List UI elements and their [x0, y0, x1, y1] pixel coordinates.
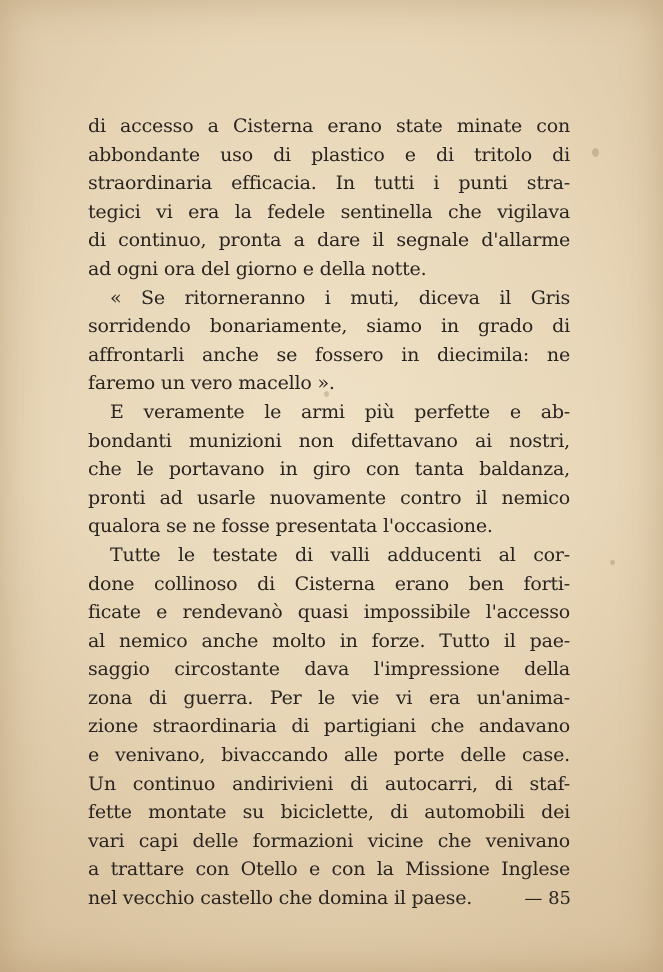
text-line: che le portavano in giro con tanta baldanza,	[88, 458, 570, 481]
text-line: nel vecchio castello che domina il paese.	[88, 887, 473, 910]
text-line: faremo un vero macello ».	[88, 372, 335, 395]
text-line: straordinaria efficacia. In tutti i punti stra-	[88, 172, 570, 195]
text-line: Un continuo andirivieni di autocarri, di staf-	[88, 772, 570, 795]
text-line: done collinoso di Cisterna erano ben forti-	[88, 572, 570, 595]
text-line: affrontarli anche se fossero in diecimila: ne	[88, 343, 570, 366]
paper-spot	[592, 148, 599, 157]
text-line: « Se ritorneranno i muti, diceva il Gris	[110, 286, 570, 309]
text-line: fette montate su biciclette, di automobili dei	[88, 801, 570, 824]
text-line: E veramente le armi più perfette e ab-	[110, 400, 570, 423]
text-line: bondanti munizioni non difettavano ai nostri,	[88, 429, 570, 452]
body-text	[88, 112, 570, 913]
text-line: zona di guerra. Per le vie vi era un'anima-	[88, 686, 570, 709]
text-line: qualora se ne fosse presentata l'occasione.	[88, 515, 493, 538]
text-line: di accesso a Cisterna erano state minate con	[88, 115, 570, 137]
text-line: pronti ad usarle nuovamente contro il nemico	[88, 486, 570, 509]
text-line: e venivano, bivaccando alle porte delle case.	[88, 744, 570, 767]
text-line: abbondante uso di plastico e di tritolo di	[88, 143, 570, 166]
paper-spot	[610, 560, 615, 565]
text-line: sorridendo bonariamente, siamo in grado di	[88, 315, 570, 338]
text-line: ad ogni ora del giorno e della notte.	[88, 257, 427, 280]
text-line: Tutte le testate di valli adducenti al cor-	[110, 543, 570, 566]
text-line: ficate e rendevanò quasi impossibile l'accesso	[88, 601, 570, 624]
text-line: saggio circostante dava l'impressione della	[88, 658, 570, 681]
text-line: vari capi delle formazioni vicine che venivano	[88, 829, 570, 852]
text-line: tegici vi era la fedele sentinella che vigilava	[88, 200, 570, 223]
text-line: zione straordinaria di partigiani che andavano	[88, 715, 570, 738]
text-line: a trattare con Otello e con la Missione Inglese	[88, 858, 570, 881]
text-line: di continuo, pronta a dare il segnale d'allarme	[88, 229, 570, 252]
page-number: — 85	[524, 888, 571, 909]
text-line: al nemico anche molto in forze. Tutto il pae-	[88, 629, 570, 652]
